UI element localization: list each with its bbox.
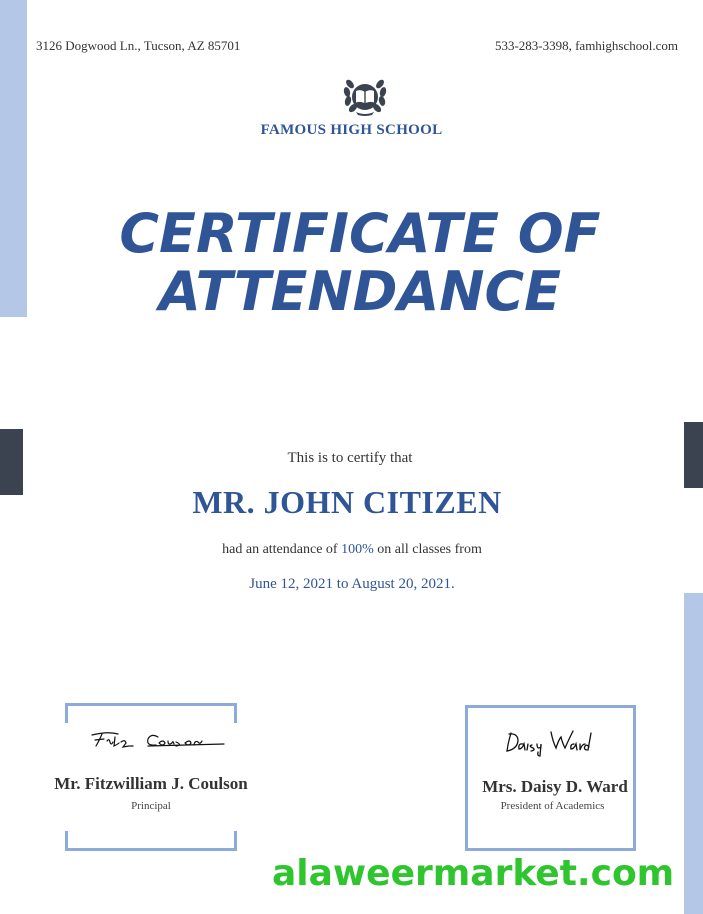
watermark-text: alaweermarket.com — [272, 853, 675, 894]
attendance-value: 100% — [341, 542, 374, 557]
certify-intro: This is to certify that — [287, 450, 413, 466]
decorative-bar-left-top — [0, 0, 27, 317]
attendance-prefix: had an attendance of — [222, 542, 342, 557]
signatory-role-2: President of Academics — [500, 800, 605, 812]
book-wreath-icon — [342, 74, 388, 116]
certificate-title-line-1: CERTIFICATE OF — [119, 202, 601, 265]
school-address: 3126 Dogwood Ln., Tucson, AZ 85701 — [36, 38, 241, 53]
school-name: FAMOUS HIGH SCHOOL — [260, 122, 443, 138]
attendance-dates: June 12, 2021 to August 20, 2021. — [249, 576, 455, 592]
signatory-role-1: Principal — [131, 800, 171, 812]
signatory-name-1: Mr. Fitzwilliam J. Coulson — [54, 774, 248, 793]
attendance-statement — [0, 542, 703, 558]
signature-daisy-ward — [503, 727, 593, 757]
signature-fitz-coulson — [88, 725, 228, 755]
decorative-bar-right-bottom — [684, 593, 703, 914]
certificate-title-line-2: ATTENDANCE — [159, 260, 561, 323]
recipient-name: MR. JOHN CITIZEN — [192, 484, 502, 520]
certificate-title — [60, 202, 660, 323]
school-contact: 533-283-3398, famhighschool.com — [494, 38, 678, 53]
signatory-name-2: Mrs. Daisy D. Ward — [482, 777, 628, 796]
attendance-suffix: on all classes from — [373, 542, 482, 557]
